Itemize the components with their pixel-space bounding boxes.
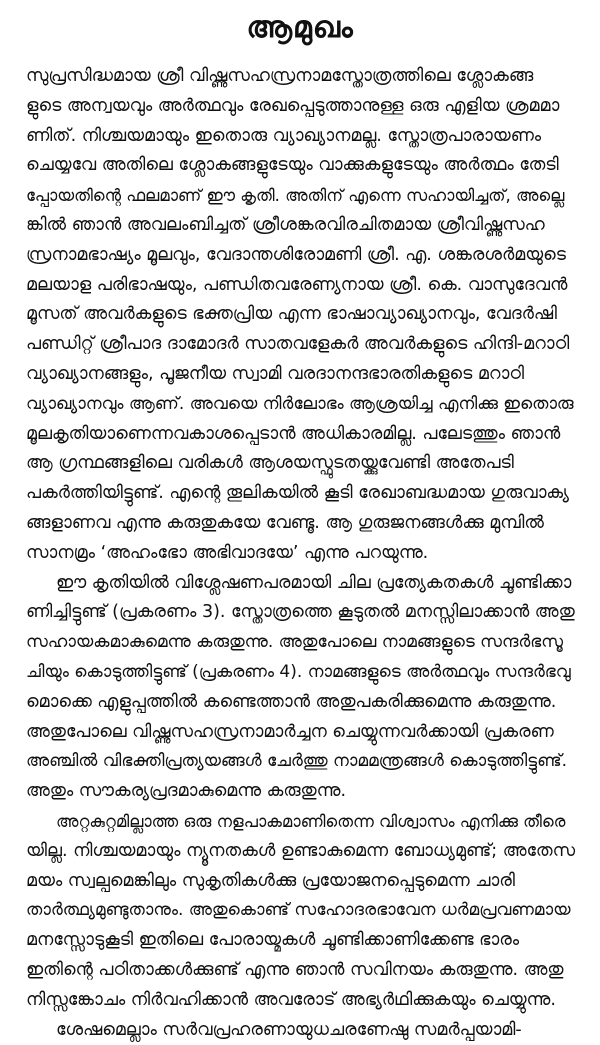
text-line: അറ്റകുറ്റമില്ലാത്ത ഒരു നളപാകമാണിതെന്ന വിശ്വാസം എനിക്കു തീരെ [26,807,578,837]
text-line: മൂസത് അവർകളുടെ ഭക്തപ്രിയ എന്ന ഭാഷാവ്യാഖ്യാനവും, വേദർഷി [26,300,578,330]
text-line: ങ്ങളാണവ എന്നു കരുതുകയേ വേണ്ടൂ. ആ ഗുരുജനങ്ങൾക്കു മുമ്പിൽ [26,509,578,539]
text-line: നിസ്സങ്കോചം നിർവഹിക്കാൻ അവരോട് അഭ്യർഥിക്കുകയും ചെയ്യുന്നു. [26,986,578,1016]
text-line: സ്രനാമഭാഷ്യം മൂലവും, വേദാന്തശിരോമണി ശ്രീ. എ. ശങ്കരശർമയുടെ [26,241,578,271]
text-line: മൂലകൃതിയാണെന്നവകാശപ്പെടാൻ അധികാരമില്ല. പലേടത്തും ഞാൻ [26,420,578,450]
text-line: മൊക്കെ എളുപ്പത്തിൽ കണ്ടെത്താൻ അതുപകരിക്കുമെന്നു കരുതുന്നു. [26,688,578,718]
text-line: ശേഷമെല്ലാം സർവപ്രഹരണായുധചരണേഷു സമർപ്പയാമി- [26,1016,578,1045]
text-line: അതും സൗകര്യപ്രദമാകുമെന്നു കരുതുന്നു. [26,777,578,807]
text-line: വ്യാഖ്യാനവും ആണ്. അവയെ നിർലോഭം ആശ്രയിച്ച എനിക്കു ഇതൊരു [26,390,578,420]
text-line: താർത്ഥ്യമുണ്ടുതാനും. അതുകൊണ്ട് സഹോദരഭാവേന ധർമപ്രവണമായ [26,896,578,926]
text-line: ഈ കൃതിയിൽ വിശ്ലേഷണപരമായി ചില പ്രത്യേകതകൾ ചൂണ്ടിക്കാ [26,569,578,599]
text-line: ണിച്ചിട്ടുണ്ട് (പ്രകരണം 3). സ്തോത്രത്തെ കൂടുതൽ മനസ്സിലാക്കാൻ അതു [26,598,578,628]
text-line: ചെയ്യവേ അതിലെ ശ്ലോകങ്ങളുടേയും വാക്കുകളുടേയും അർത്ഥം തേടി [26,151,578,181]
text-line: അതുപോലെ വിഷ്ണുസഹസ്രനാമാർച്ചന ചെയ്യുന്നവർക്കായി പ്രകരണ [26,718,578,748]
text-line: ഇതിന്റെ പഠിതാക്കൾക്കുണ്ട് എന്നു ഞാൻ സവിനയം കരുതുന്നു. അതു [26,956,578,986]
body-text [26,62,578,1045]
text-line: മലയാള പരിഭാഷയും, പണ്ഡിതവരേണ്യനായ ശ്രീ. കെ. വാസുദേവൻ [26,271,578,301]
text-line: ണിത്. നിശ്ചയമായും ഇതൊരു വ്യാഖ്യാനമല്ല. സ്തോത്രപാരായണം [26,122,578,152]
text-line: യില്ല. നിശ്ചയമായും ന്യൂനതകൾ ഉണ്ടാകുമെന്ന ബോധ്യമുണ്ട്; അതേസ [26,837,578,867]
text-line: ആ ഗ്രന്ഥങ്ങളിലെ വരികൾ ആശയസ്ഫുടതയ്ക്കുവേണ്ടി അതേപടി [26,449,578,479]
text-line: പകർത്തിയിട്ടുണ്ട്. എന്റെ തൂലികയിൽ കൂടി രേഖാബദ്ധമായ ഗുരുവാക്യ [26,479,578,509]
text-line: ളുടെ അന്വയവും അർത്ഥവും രേഖപ്പെടുത്താനുള്ള ഒരു എളിയ ശ്രമമാ [26,92,578,122]
text-line: പണ്ഡിറ്റ് ശ്രീപാദ ദാമോദർ സാതവളേകർ അവർകളുടെ ഹിന്ദി-മറാഠി [26,330,578,360]
text-line: മയം സ്വല്പമെങ്കിലും സുകൃതികൾക്കു പ്രയോജനപ്പെടുമെന്ന ചാരി [26,867,578,897]
text-line: പ്പോയതിന്റെ ഫലമാണ് ഈ കൃതി. അതിന് എന്നെ സഹായിച്ചത്, അല്ലെ [26,181,578,211]
text-line: സഹായകമാകുമെന്നു കരുതുന്നു. അതുപോലെ നാമങ്ങളുടെ സന്ദർഭസൂ [26,628,578,658]
text-line: അഞ്ചിൽ വിഭക്തിപ്രത്യയങ്ങൾ ചേർത്തു നാമമന്ത്രങ്ങൾ കൊടുത്തിട്ടുണ്ട്. [26,747,578,777]
text-line: സുപ്രസിദ്ധമായ ശ്രീ വിഷ്ണുസഹസ്രനാമസ്തോത്രത്തിലെ ശ്ലോകങ്ങ [26,62,578,92]
text-line: സാനമ്രം ‘അഹംഭോ അഭിവാദയേ’ എന്നു പറയുന്നു. [26,539,578,569]
page-title: ആമുഖം [0,6,600,50]
text-line: ചിയും കൊടുത്തിട്ടുണ്ട് (പ്രകരണം 4). നാമങ്ങളുടെ അർത്ഥവും സന്ദർഭവു [26,658,578,688]
text-line: ങ്കിൽ ഞാൻ അവലംബിച്ചത് ശ്രീശങ്കരവിരചിതമായ ശ്രീവിഷ്ണുസഹ [26,211,578,241]
text-line: മനസ്സോടുകൂടി ഇതിലെ പോരായ്മകൾ ചൂണ്ടിക്കാണിക്കേണ്ട ഭാരം [26,926,578,956]
text-line: വ്യാഖ്യാനങ്ങളും, പൂജനീയ സ്വാമി വരദാനന്ദഭാരതികളുടെ മറാഠി [26,360,578,390]
